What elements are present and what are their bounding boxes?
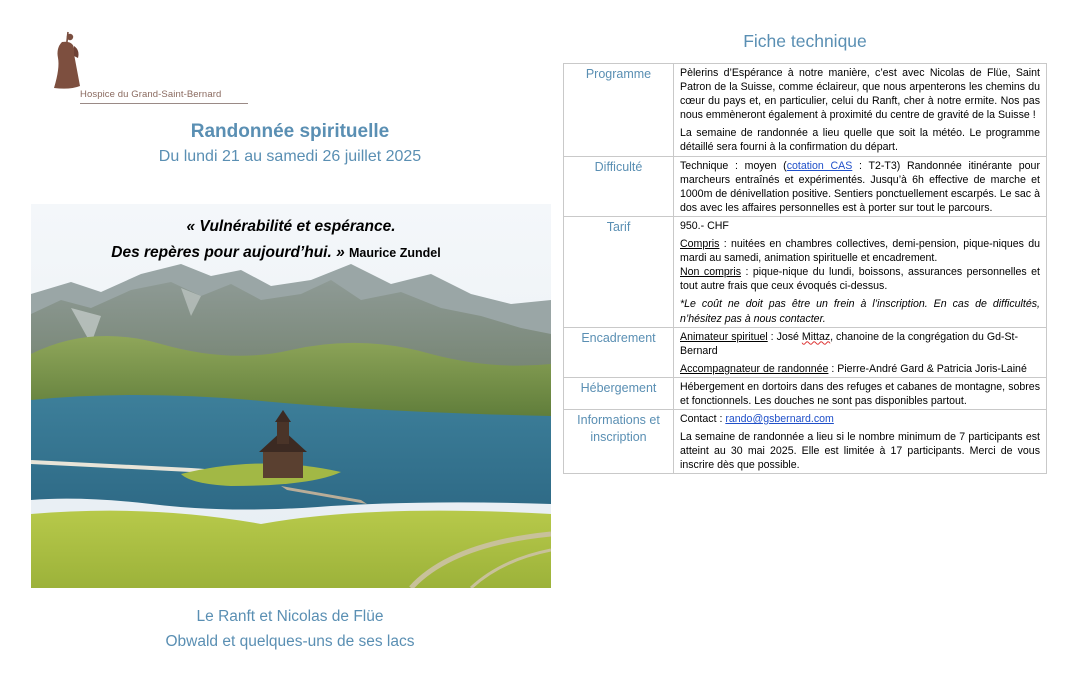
contact-email-link[interactable]: rando@gsbernard.com	[725, 413, 834, 426]
fiche-technique-table	[563, 63, 1047, 474]
quote-line-2-text: Des repères pour aujourd’hui. »	[111, 244, 345, 261]
label-difficulte: Difficulté	[564, 156, 674, 216]
tarif-note: *Le coût ne doit pas être un frein à l’inscription. En cas de difficultés, n’hésitez pas à nous contacter.	[680, 298, 1040, 325]
informations-text: La semaine de randonnée a lieu si le nombre minimum de 7 participants est atteint au 30 mai 2025. Elle est limitée à 17 participants. Merci de vous inscrire dès que possible.	[680, 431, 1040, 472]
quote-line-2	[31, 244, 536, 262]
lake-chapel-photo	[31, 204, 551, 588]
programme-paragraph-1: Pèlerins d’Espérance à notre manière, c’est avec Nicolas de Flüe, Saint Patron de la Suisse, comme éclaireur, que nous arpenterons les chemins du cœur du pays et, en particulier, celui du Ranft, cher à notre ermite. Nos pas nous emmèneront également à proximité du centre de gravité de la Suisse !	[680, 67, 1040, 122]
contact-prefix: Contact :	[680, 413, 726, 426]
label-programme: Programme	[564, 64, 674, 157]
label-encadrement: Encadrement	[564, 327, 674, 377]
sheet-title: Fiche technique	[743, 31, 867, 51]
difficulte-prefix: Technique : moyen (	[680, 159, 787, 172]
content-difficulte	[674, 156, 1047, 216]
accompagnateur-text: : Pierre-André Gard & Patricia Joris-Lainé	[828, 362, 1027, 375]
label-informations: Informations et inscription	[564, 410, 674, 474]
compris-label: Compris	[680, 238, 720, 251]
content-hebergement	[674, 377, 1047, 409]
caption-line-2: Obwald et quelques-uns de ses lacs	[165, 633, 415, 650]
caption-line-1: Le Ranft et Nicolas de Flüe	[196, 608, 384, 625]
content-tarif	[674, 216, 1047, 327]
row-informations	[564, 410, 1047, 474]
compris-text: : nuitées en chambres collectives, demi-pension, pique-niques du mardi au samedi, animation spirituelle et encadrement.	[680, 238, 1040, 265]
tarif-price: 950.- CHF	[680, 219, 729, 232]
animateur-post: , chanoine de la congrégation du Gd-St-Bernard	[680, 330, 1019, 357]
row-hebergement	[564, 377, 1047, 409]
difficulte-text: : T2-T3) Randonnée itinérante pour marcheurs entraînés et expérimentés. Jusqu’à 6h effective de marche et 1000m de dénivellation positive. Sentiers ponctuellement escarpés. Le sac à dos avec les affaires personnelles est à porter sur tout le parcours.	[680, 159, 1040, 214]
event-dates: Du lundi 21 au samedi 26 juillet 2025	[158, 148, 422, 165]
non-compris-label: Non compris	[680, 266, 741, 279]
animateur-label: Animateur spirituel	[680, 330, 768, 343]
quote-line-1: « Vulnérabilité et espérance.	[186, 218, 396, 235]
logo-underline	[80, 103, 248, 104]
row-difficulte	[564, 156, 1047, 216]
logo-text: Hospice du Grand-Saint-Bernard	[80, 89, 222, 100]
accompagnateur-label: Accompagnateur de randonnée	[680, 362, 829, 375]
row-tarif	[564, 216, 1047, 327]
content-informations	[674, 410, 1047, 474]
animateur-name: Mittaz	[801, 330, 831, 343]
hospice-logo	[40, 28, 250, 108]
content-programme	[674, 64, 1047, 157]
cotation-cas-link[interactable]: cotation CAS	[786, 159, 853, 172]
quote-author: Maurice Zundel	[349, 246, 441, 260]
content-encadrement	[674, 327, 1047, 377]
pilgrim-icon	[40, 28, 90, 90]
non-compris-text: : pique-nique du lundi, boissons, assurances personnelles et tout autre frais que ceux évoqués ci-dessus.	[680, 266, 1040, 293]
row-encadrement	[564, 327, 1047, 377]
hebergement-text: Hébergement en dortoirs dans des refuges et cabanes de montagne, sobres et fonctionnels. Les douches ne sont pas disponibles partout.	[680, 380, 1040, 407]
row-programme	[564, 64, 1047, 157]
animateur-pre: : José	[767, 330, 802, 343]
programme-paragraph-2: La semaine de randonnée a lieu quelle que soit la météo. Le programme détaillé sera fourni à la confirmation du départ.	[680, 127, 1040, 154]
label-tarif: Tarif	[564, 216, 674, 327]
event-title: Randonnée spirituelle	[190, 121, 390, 142]
label-hebergement: Hébergement	[564, 377, 674, 409]
